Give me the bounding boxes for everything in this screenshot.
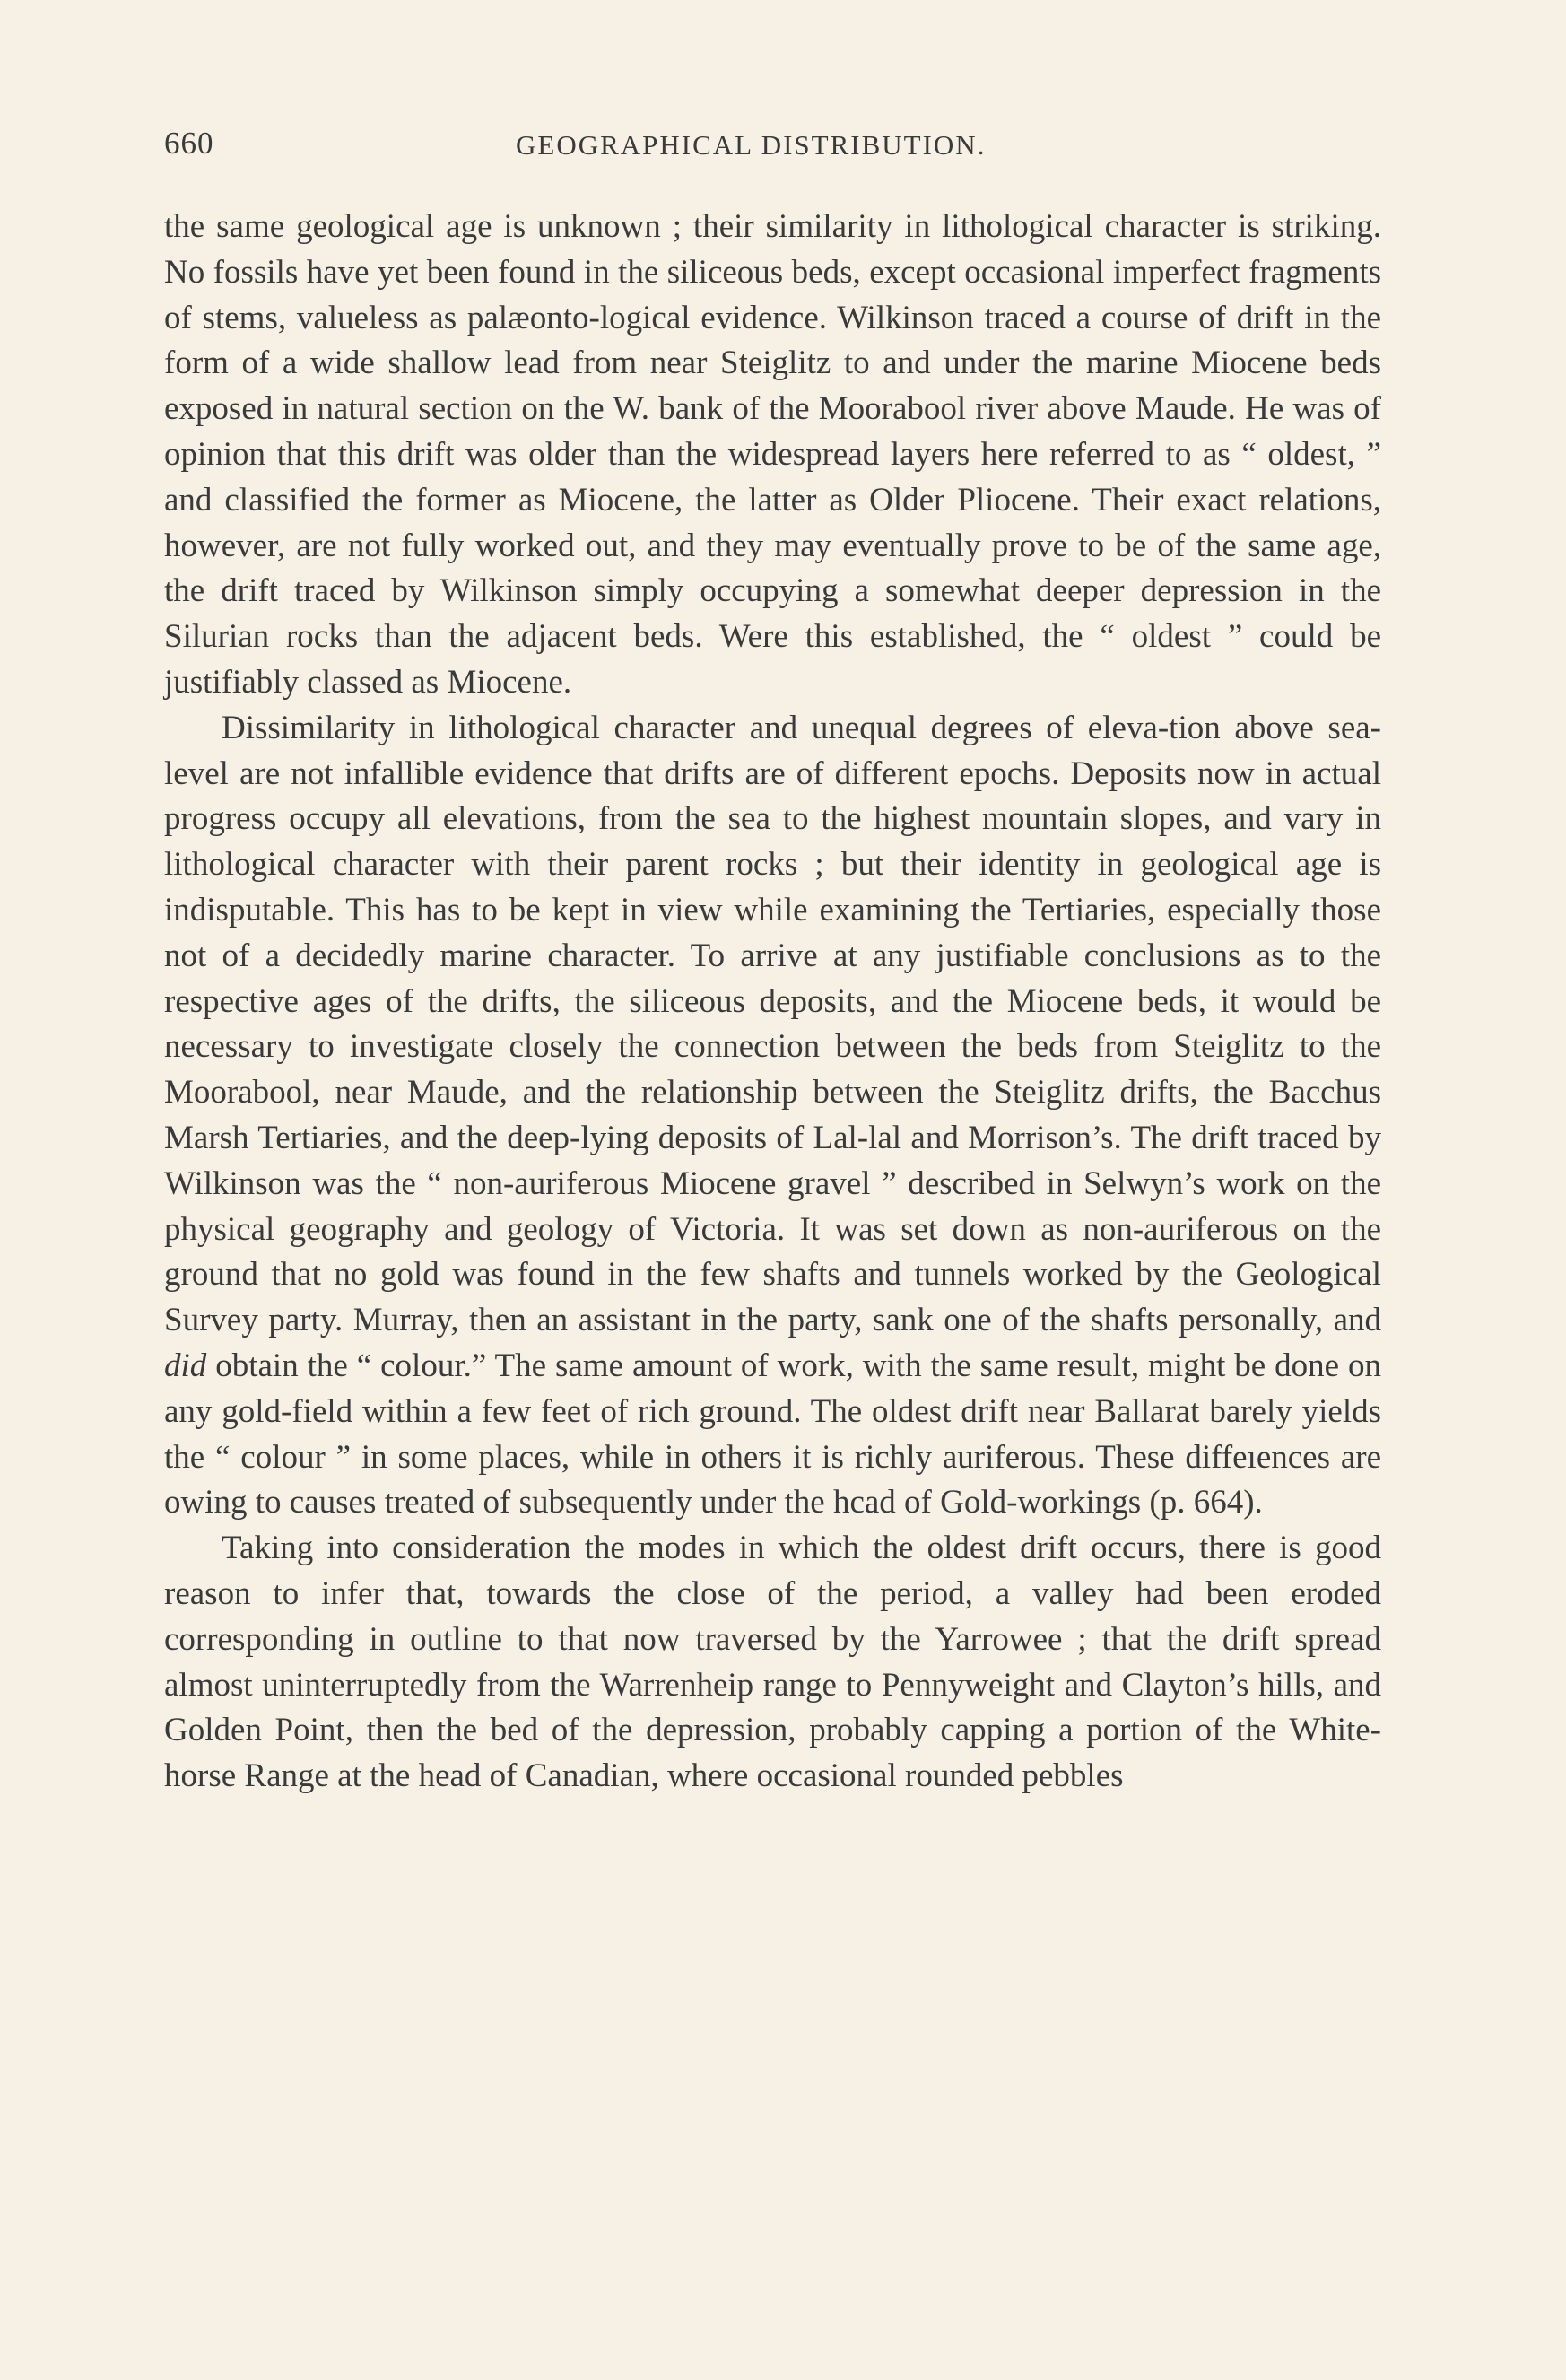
running-title: GEOGRAPHICAL DISTRIBUTION. bbox=[516, 129, 987, 161]
paragraph-2-text-after: obtain the “ colour.” The same amount of work, with the same result, might be done on any gold-field within a few feet of rich ground. The oldest drift near Ballarat barely yields the “ colour ” in some places, while in others it is richly auriferous. These diffeıences are owing to causes treated of subsequently under the hcad of Gold-workings (p. 664). bbox=[164, 1347, 1381, 1521]
paragraph-2-text: Dissimilarity in lithological character and unequal degrees of eleva-tion above sea-level are not infallible evidence that drifts are of different epochs. Deposits now in actual progress occupy all elevations, from the sea to the highest mountain slopes, and vary in lithological character with their parent rocks ; but their identity in geological age is indisputable. This has to be kept in view while examining the Tertiaries, especially those not of a decidedly marine character. To arrive at any justifiable conclusions as to the respective ages of the drifts, the siliceous deposits, and the Miocene beds, it would be necessary to investigate closely the connection between the beds from Steiglitz to the Moorabool, near Maude, and the relationship between the Steiglitz drifts, the Bacchus Marsh Tertiaries, and the deep-lying deposits of Lal-lal and Morrison’s. The drift traced by Wilkinson was the “ non-auriferous Miocene gravel ” described in Selwyn’s work on the physical geography and geology of Victoria. It was set down as non-auriferous on the ground that no gold was found in the few shafts and tunnels worked by the Geological Survey party. Murray, then an assistant in the party, sank one of the shafts personally, and bbox=[164, 709, 1381, 1339]
paragraph-2-italic: did bbox=[164, 1347, 207, 1384]
page-number: 660 bbox=[164, 126, 214, 161]
paragraph-1: the same geological age is unknown ; their similarity in lithological character is striking. No fossils have yet been found in the siliceous beds, except occasional imperfect fragments of stems, valueless as palæonto-logical evidence. Wilkinson traced a course of drift in the form of a wide shallow lead from near Steiglitz to and under the marine Miocene beds exposed in natural section on the W. bank of the Moorabool river above Maude. He was of opinion that this drift was older than the widespread layers here referred to as “ oldest, ” and classified the former as Miocene, the latter as Older Pliocene. Their exact relations, however, are not fully worked out, and they may eventually prove to be of the same age, the drift traced by Wilkinson simply occupying a somewhat deeper depression in the Silurian rocks than the adjacent beds. Were this established, the “ oldest ” could be justifiably classed as Miocene. bbox=[164, 208, 1381, 701]
paragraph-3: Taking into consideration the modes in which the oldest drift occurs, there is good reason to infer that, towards the close of the period, a valley had been eroded corresponding in outline to that now traversed by the Yarrowee ; that the drift spread almost uninterruptedly from the Warrenheip range to Pennyweight and Clayton’s hills, and Golden Point, then the bed of the depression, probably capping a portion of the White-horse Range at the head of Canadian, where occasional rounded pebbles bbox=[164, 1530, 1381, 1795]
body-text bbox=[164, 205, 1381, 1800]
paragraph-2 bbox=[164, 706, 1381, 1526]
page-header bbox=[164, 126, 1411, 179]
